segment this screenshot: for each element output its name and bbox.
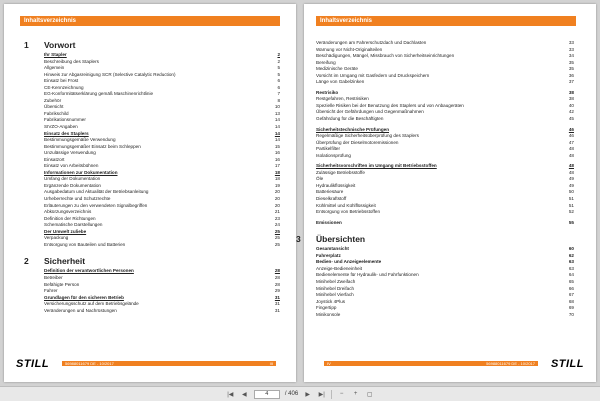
- still-logo: STILL: [550, 358, 584, 370]
- toc-entry-page: 51: [568, 196, 574, 202]
- toc-entry-page: 6: [277, 78, 280, 84]
- toc-entry-page: 25: [274, 241, 280, 247]
- toc-entry-title: Beschädigungen, Mängel, Missbrauch von Sicherheitseinrichtungen: [316, 53, 455, 59]
- toc-entry-title: Zubehör: [44, 97, 62, 103]
- toc-entry-title: Einsatz von Arbeitsbühnen: [44, 163, 99, 169]
- toc-entry-title: Beschreibung des Staplers: [44, 58, 99, 64]
- page-footer: [316, 358, 584, 370]
- toc-entry-title: Umfang der Dokumentation: [44, 176, 101, 182]
- toc-entry-page: 20: [274, 202, 280, 208]
- toc-entry-page: 31: [274, 307, 280, 313]
- toc-entry-title: Sicherheitsvorschriften im Umgang mit Betriebsstoffen: [316, 163, 437, 169]
- toc-section-heading[interactable]: [24, 256, 280, 268]
- toc-entry-title: Dieselkraftstoff: [316, 196, 347, 202]
- footer-bar: [62, 361, 276, 366]
- toc-entry-title: Der Umwelt zuliebe: [44, 228, 87, 234]
- toc-entry[interactable]: [316, 312, 574, 319]
- footer-page-number: IV: [327, 361, 331, 366]
- page-header-bar: [20, 16, 280, 26]
- viewer-toolbar: [0, 386, 600, 401]
- toc-entry-page: 28: [274, 274, 280, 280]
- toc-entry-page: 48: [568, 163, 574, 169]
- toc-entry-title: Definition der Richtungen: [44, 215, 96, 221]
- toc-entry-page: 5: [277, 65, 280, 71]
- toc-entry-title: Minihebel Vierfach: [316, 292, 354, 298]
- toc-entry-title: Betreiber: [44, 274, 63, 280]
- toc-section-title: Übersichten: [316, 234, 366, 245]
- toc-entry-title: Gesamtansicht: [316, 246, 349, 252]
- page-header-title: Inhaltsverzeichnis: [320, 18, 373, 24]
- toc-entry-title: Urheberrechte und Schutzrechte: [44, 196, 111, 202]
- toc-entry-title: Vorsicht im Umgang mit Gasfedern und Druckspeichern: [316, 72, 430, 78]
- toc-entry-page: 42: [568, 109, 574, 115]
- toc-entry-title: Länge von Gabelzinken: [316, 79, 365, 85]
- toc-entry-title: Fahrerplatz: [316, 252, 341, 258]
- toc-entry-title: Sicherheitstechnische Prüfungen: [316, 126, 390, 132]
- first-page-icon[interactable]: |◀: [227, 391, 234, 398]
- toc-section-number: 2: [24, 256, 29, 267]
- toc-entry-page: 6: [277, 84, 280, 90]
- toc-entry-title: Bedienelemente für Hydraulik- und Fahrfunktionen: [316, 272, 419, 278]
- toc-entry-title: Fingertipp: [316, 305, 337, 311]
- toc-entry-page: 28: [274, 268, 280, 274]
- toc-section-heading[interactable]: [24, 40, 280, 52]
- page-footer: [16, 358, 284, 370]
- toc-entry-page: 67: [568, 292, 574, 298]
- toc-entry-title: Restrisiko: [316, 89, 339, 95]
- toc-entry-title: Übersicht der Gefährdungen und Gegenmaßnahmen: [316, 109, 424, 115]
- toc-entry-title: Grundlagen für den sicheren Betrieb: [44, 294, 124, 300]
- toc-entry-title: Öle: [316, 176, 324, 182]
- toc-entry-title: Regelmäßige Sicherheitsüberprüfung des Staplers: [316, 133, 419, 139]
- toc-entry-title: Isolationsprüfung: [316, 152, 351, 158]
- toc-entry-page: 33: [568, 40, 574, 45]
- toc-entry-page: 31: [274, 301, 280, 307]
- toc-entry-title: Überprüfung der Dieselmotoremissionen: [316, 139, 399, 145]
- toc-content-left: [24, 40, 280, 314]
- toc-entry-page: 31: [274, 294, 280, 300]
- toc-entry-title: Einsatz bei Frost: [44, 78, 79, 84]
- toc-entry-title: Bedien- und Anzeigeelemente: [316, 259, 382, 265]
- toc-entry-title: Verpackung: [44, 235, 69, 241]
- toc-entry-page: 64: [568, 272, 574, 278]
- footer-bar: [324, 361, 538, 366]
- toc-entry-title: Bestimmungsgemäßer Einsatz beim Schleppen: [44, 143, 141, 149]
- toc-entry-page: 51: [568, 202, 574, 208]
- toc-entry-title: Befähigte Person: [44, 281, 80, 287]
- toc-entry-page: 18: [274, 176, 280, 182]
- page-number-input[interactable]: 4: [254, 390, 280, 399]
- toc-entry-title: Minihebel Zweifach: [316, 278, 356, 284]
- toc-entry-page: 35: [568, 59, 574, 65]
- toc-entry-page: 28: [274, 281, 280, 287]
- toc-entry-page: 21: [274, 209, 280, 215]
- toc-entry-page: 20: [274, 196, 280, 202]
- section-gap: [44, 248, 280, 256]
- toc-entry-title: Minikonsole: [316, 311, 341, 317]
- toc-entry-page: 13: [274, 110, 280, 116]
- toc-entry-page: 65: [568, 278, 574, 284]
- toc-entry-page: 33: [568, 46, 574, 52]
- toc-entry-title: Entsorgung von Bauteilen und Batterien: [44, 241, 126, 247]
- toc-entry-page: 29: [274, 288, 280, 294]
- toc-entry[interactable]: [44, 308, 280, 315]
- toc-entry-page: 46: [568, 126, 574, 132]
- toc-entry-title: EG-Konformitätserklärung gemäß Maschinenrichtlinie: [44, 91, 154, 97]
- zoom-out-icon[interactable]: −: [339, 391, 344, 397]
- toc-entry-title: Anzeige-Bedieneinheit: [316, 265, 362, 271]
- toc-entry-title: Joystick 4Plus: [316, 298, 346, 304]
- toc-entry-page: 69: [568, 305, 574, 311]
- toc-entry-title: Versicherungsschutz auf dem Betriebsgelände: [44, 301, 139, 307]
- toc-entry-title: Batteriesäure: [316, 189, 344, 195]
- toc-section-heading[interactable]: [296, 234, 574, 246]
- toc-entry-title: CE-Kennzeichnung: [44, 84, 84, 90]
- toc-entry-page: 36: [568, 72, 574, 78]
- toc-entry-page: 60: [568, 246, 574, 252]
- toc-entry-title: Bestimmungsgemäße Verwendung: [44, 137, 116, 143]
- toc-entry-page: 24: [274, 222, 280, 228]
- toc-entry-title: Spezielle Risiken bei der Benutzung des Staplers und von Anbaugeräten: [316, 102, 464, 108]
- page-header-title: Inhaltsverzeichnis: [24, 18, 77, 24]
- toc-entry-title: Medizinische Geräte: [316, 66, 358, 72]
- toc-entry-page: 14: [274, 117, 280, 123]
- toc-section-number: 1: [24, 40, 29, 50]
- toc-entry-page: 14: [274, 130, 280, 136]
- toc-entry-page: 46: [568, 133, 574, 139]
- toc-entry-page: 70: [568, 311, 574, 317]
- toc-entry-title: Schematische Darstellungen: [44, 222, 103, 228]
- toc-entry-page: 14: [274, 137, 280, 143]
- page-header-bar: [316, 16, 576, 26]
- toc-entry-title: Definition der verantwortlichen Personen: [44, 268, 134, 274]
- document-page-right: [296, 4, 596, 382]
- toc-entry-title: Abkürzungsverzeichnis: [44, 209, 92, 215]
- toc-entry-page: 10: [274, 104, 280, 110]
- toc-entry-title: Veränderungen und Nachrüstungen: [44, 307, 117, 313]
- toc-entry-title: SIVZO-Angaben: [44, 124, 78, 130]
- toc-entry-title: Unzulässige Verwendung: [44, 150, 96, 156]
- toc-entry-page: 48: [568, 146, 574, 152]
- toc-entry-title: Hydraulikflüssigkeit: [316, 182, 356, 188]
- toc-entry-title: Warnung vor Nicht-Originalteilen: [316, 46, 383, 52]
- toc-entry-page: 14: [274, 124, 280, 130]
- toc-entry-page: 68: [568, 298, 574, 304]
- footer-page-number: III: [269, 361, 273, 366]
- toc-entry-title: Einsatzort: [44, 156, 65, 162]
- toc-entry-page: 45: [568, 116, 574, 122]
- toc-entry-page: 7: [277, 91, 280, 97]
- toc-entry-title: Veränderungen am Fahrerschutzdach und Dachlasten: [316, 40, 427, 45]
- toc-entry-title: Fahrer: [44, 288, 58, 294]
- toc-entry-title: Einsatz des Staplers: [44, 130, 89, 136]
- toc-entry-title: Minihebel Dreifach: [316, 285, 355, 291]
- page-total-label: / 406: [284, 391, 299, 397]
- toc-section-number: 3: [296, 234, 301, 245]
- toc-entry-page: 66: [568, 285, 574, 291]
- toc-entry-page: 34: [568, 53, 574, 59]
- toc-entry-title: Bereifung: [316, 59, 336, 65]
- toc-entry-title: Ergänzende Dokumentation: [44, 182, 101, 188]
- toc-entry-title: Fabrikschild: [44, 110, 69, 116]
- toc-entry-title: Ausgabedatum und Aktualität der Betriebsanleitung: [44, 189, 149, 195]
- toc-entry-title: Ihr Stapler: [44, 52, 67, 57]
- still-logo: STILL: [16, 358, 50, 370]
- toc-entry-title: Allgemein: [44, 65, 65, 71]
- toc-entry-page: 38: [568, 96, 574, 102]
- toc-section-title: Vorwort: [44, 40, 76, 50]
- footer-code: 56988011679 DE - 10/2017: [486, 361, 535, 366]
- toc-entry-page: 8: [277, 97, 280, 103]
- toc-entry-page: 37: [568, 79, 574, 85]
- toc-entry-page: 16: [274, 156, 280, 162]
- toc-entry-title: Partikelfilter: [316, 146, 340, 152]
- toc-entry-page: 50: [568, 189, 574, 195]
- toc-entry-page: 63: [568, 265, 574, 271]
- toc-entry-page: 23: [274, 215, 280, 221]
- toc-entry-title: Zulässige Betriebsstoffe: [316, 169, 365, 175]
- toc-entry-page: 47: [568, 139, 574, 145]
- toc-entry-page: 17: [274, 163, 280, 169]
- toc-entry-page: 38: [568, 89, 574, 95]
- toc-entry-page: 48: [568, 169, 574, 175]
- toc-entry-page: 62: [568, 252, 574, 258]
- toc-entry-page: 49: [568, 176, 574, 182]
- section-gap: [316, 226, 574, 234]
- toc-entry-page: 15: [274, 143, 280, 149]
- toc-entry-page: 2: [277, 58, 280, 64]
- toc-entry-title: Kühlmittel und Kühlflüssigkeit: [316, 202, 376, 208]
- toc-entry-page: 25: [274, 235, 280, 241]
- toc-entry-page: 55: [568, 219, 574, 225]
- toc-entry-page: 18: [274, 169, 280, 175]
- toc-entry-page: 19: [274, 182, 280, 188]
- toc-entry-page: 48: [568, 152, 574, 158]
- toc-entry-page: 52: [568, 209, 574, 215]
- toc-entry-title: Erläuterungen zu den verwendeten Signalbegriffen: [44, 202, 148, 208]
- toc-entry-title: Übersicht: [44, 104, 64, 110]
- toc-entry-title: Fabrikationsnummer: [44, 117, 86, 123]
- toc-entry-page: 40: [568, 102, 574, 108]
- toc-entry-page: 63: [568, 259, 574, 265]
- toc-section-title: Sicherheit: [44, 256, 86, 267]
- toc-entry-title: Hinweis zur Abgasreinigung SCR (Selective Catalytic Reduction): [44, 71, 176, 77]
- toc-entry-title: Informationen zur Dokumentation: [44, 169, 118, 175]
- toc-entry-page: 5: [277, 71, 280, 77]
- toc-entry-title: Restgefahren, Restrisiken: [316, 96, 369, 102]
- zoom-in-icon[interactable]: +: [353, 391, 358, 397]
- footer-code: 56988011679 DE - 10/2017: [65, 361, 114, 366]
- toc-entry-page: 35: [568, 66, 574, 72]
- toc-entry-title: Entsorgung von Betriebsstoffen: [316, 209, 381, 215]
- previous-page-icon[interactable]: ◀: [242, 391, 247, 398]
- last-page-icon[interactable]: ▶|: [318, 391, 325, 398]
- toc-entry-page: 25: [274, 228, 280, 234]
- toc-entry-page: 16: [274, 150, 280, 156]
- toc-entry-page: 2: [277, 52, 280, 57]
- toc-content-right: [296, 40, 574, 318]
- next-page-icon[interactable]: ▶: [305, 391, 310, 398]
- toc-entry-page: 20: [274, 189, 280, 195]
- fit-page-icon[interactable]: ▢: [366, 391, 373, 398]
- toc-entry-title: Emissionen: [316, 219, 342, 225]
- toc-entry-title: Gefährdung für die Beschäftigten: [316, 116, 384, 122]
- toolbar-divider: [331, 390, 332, 399]
- toc-entry-page: 49: [568, 182, 574, 188]
- document-page-left: [4, 4, 296, 382]
